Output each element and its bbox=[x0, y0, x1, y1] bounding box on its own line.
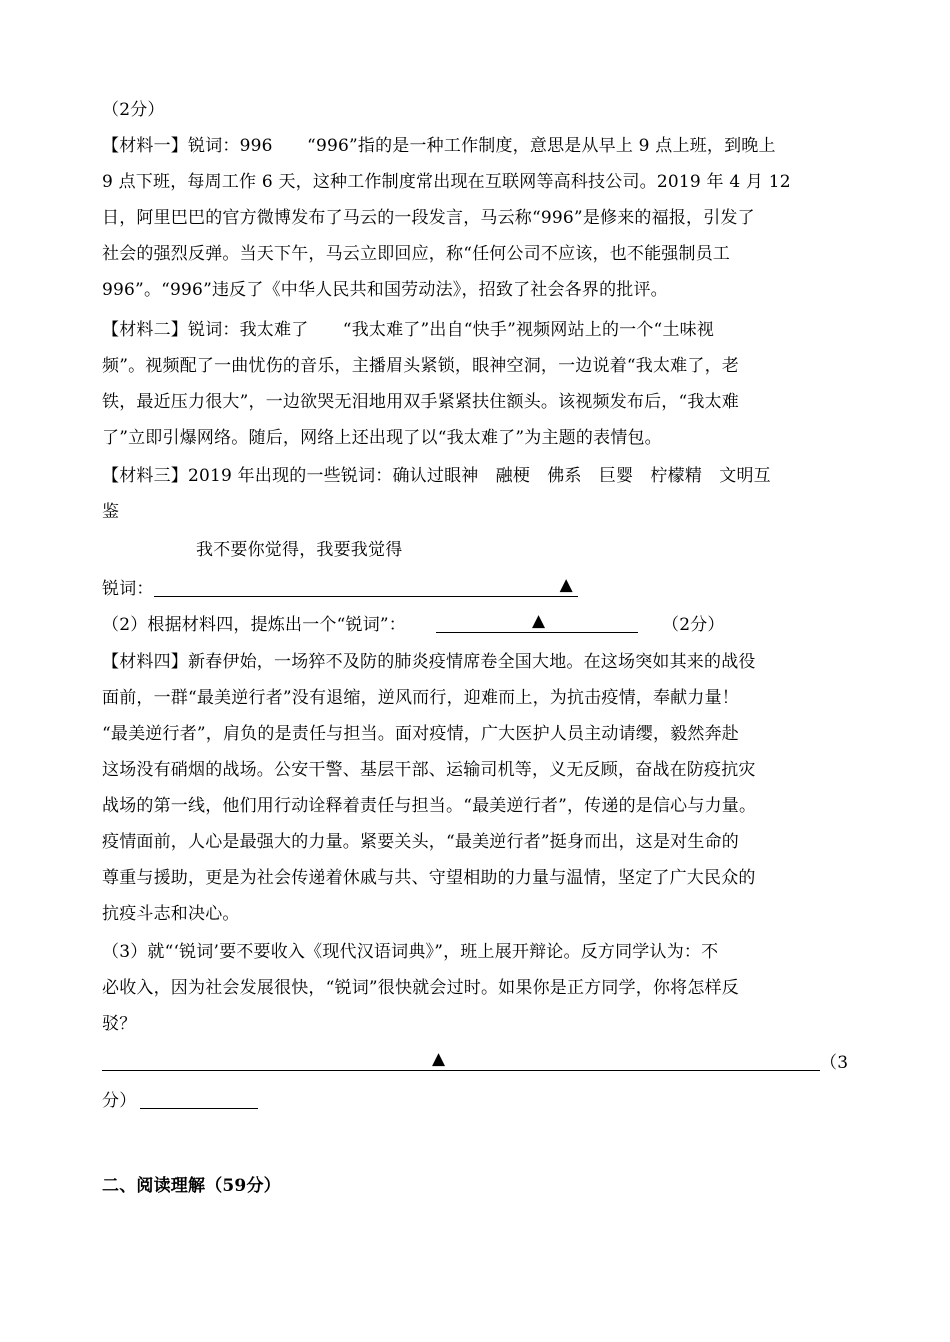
answer-blank-3[interactable] bbox=[102, 1050, 820, 1071]
material-one-line-4: 社会的强烈反弹。当天下午，马云立即回应，称“任何公司不应该，也不能强制员工 bbox=[102, 244, 731, 264]
material-two-line-3: 铁，最近压力很大”，一边欲哭无泪地用双手紧紧扶住额头。该视频发布后，“我太难 bbox=[102, 392, 739, 412]
triangle-icon: ▲ bbox=[532, 611, 546, 631]
material-three-line-3: 我不要你觉得，我要我觉得 bbox=[196, 540, 403, 560]
material-one-line-5: 996”。“996”违反了《中华人民共和国劳动法》，招致了社会各界的批评。 bbox=[102, 280, 668, 300]
question-3-score-end: 分） bbox=[102, 1091, 137, 1111]
answer-label: 锐词： bbox=[102, 579, 154, 599]
material-one-line-2: 9 点下班，每周工作 6 天，这种工作制度常出现在互联网等高科技公司。2019 年 4 月 12 bbox=[102, 172, 791, 192]
score-note: （2分） bbox=[102, 100, 165, 120]
material-three-line-2: 鉴 bbox=[102, 502, 120, 522]
question-3-score-start: （3 bbox=[820, 1053, 849, 1073]
material-four-line-7: 尊重与援助，更是为社会传递着休戚与共、守望相助的力量与温情，坚定了广大民众的 bbox=[102, 868, 756, 888]
section-heading: 二、阅读理解（59分） bbox=[102, 1176, 281, 1196]
question-3-line-3: 驳？ bbox=[102, 1014, 137, 1034]
material-four-line-1: 【材料四】新春伊始，一场猝不及防的肺炎疫情席卷全国大地。在这场突如其来的战役 bbox=[102, 652, 756, 672]
material-four-line-3: “最美逆行者”，肩负的是责任与担当。面对疫情，广大医护人员主动请缨，毅然奔赴 bbox=[102, 724, 739, 744]
material-two-line-4: 了”立即引爆网络。随后，网络上还出现了以“我太难了”为主题的表情包。 bbox=[102, 428, 662, 448]
material-one-line-1: 【材料一】锐词：996 “996”指的是一种工作制度，意思是从早上 9 点上班，到晚上 bbox=[102, 136, 776, 156]
question-2-text: （2）根据材料四，提炼出一个“锐词”： bbox=[102, 615, 406, 635]
material-four-line-4: 这场没有硝烟的战场。公安干警、基层干部、运输司机等，义无反顾，奋战在防疫抗灾 bbox=[102, 760, 756, 780]
answer-row-3 bbox=[102, 1050, 848, 1075]
answer-row-1 bbox=[102, 576, 578, 601]
answer-row-4 bbox=[102, 1088, 258, 1113]
triangle-icon: ▲ bbox=[559, 575, 573, 595]
material-four-line-8: 抗疫斗志和决心。 bbox=[102, 904, 240, 924]
material-two-line-1: 【材料二】锐词：我太难了 “我太难了”出自“快手”视频网站上的一个“土味视 bbox=[102, 320, 715, 340]
question-3-line-1: （3）就“‘锐词’要不要收入《现代汉语词典》”，班上展开辩论。反方同学认为：不 bbox=[102, 942, 719, 962]
material-three-line-1: 【材料三】2019 年出现的一些锐词：确认过眼神 融梗 佛系 巨婴 柠檬精 文明互 bbox=[102, 466, 771, 486]
material-four-line-2: 面前，一群“最美逆行者”没有退缩，逆风而行，迎难而上，为抗击疫情，奉献力量！ bbox=[102, 688, 739, 708]
answer-blank-4[interactable] bbox=[140, 1088, 258, 1109]
question-2-score: （2分） bbox=[662, 615, 725, 635]
material-four-line-5: 战场的第一线，他们用行动诠释着责任与担当。“最美逆行者”，传递的是信心与力量。 bbox=[102, 796, 757, 816]
material-two-line-2: 频”。视频配了一曲忧伤的音乐，主播眉头紧锁，眼神空洞，一边说着“我太难了，老 bbox=[102, 356, 739, 376]
answer-blank-2[interactable] bbox=[436, 612, 638, 633]
material-four-line-6: 疫情面前，人心是最强大的力量。紧要关头，“最美逆行者”挺身而出，这是对生命的 bbox=[102, 832, 739, 852]
question-2-row bbox=[102, 612, 725, 637]
question-3-line-2: 必收入，因为社会发展很快，“锐词”很快就会过时。如果你是正方同学，你将怎样反 bbox=[102, 978, 739, 998]
triangle-icon: ▲ bbox=[432, 1049, 446, 1069]
material-one-line-3: 日，阿里巴巴的官方微博发布了马云的一段发言，马云称“996”是修来的福报，引发了 bbox=[102, 208, 755, 228]
answer-blank-1[interactable] bbox=[154, 576, 578, 597]
